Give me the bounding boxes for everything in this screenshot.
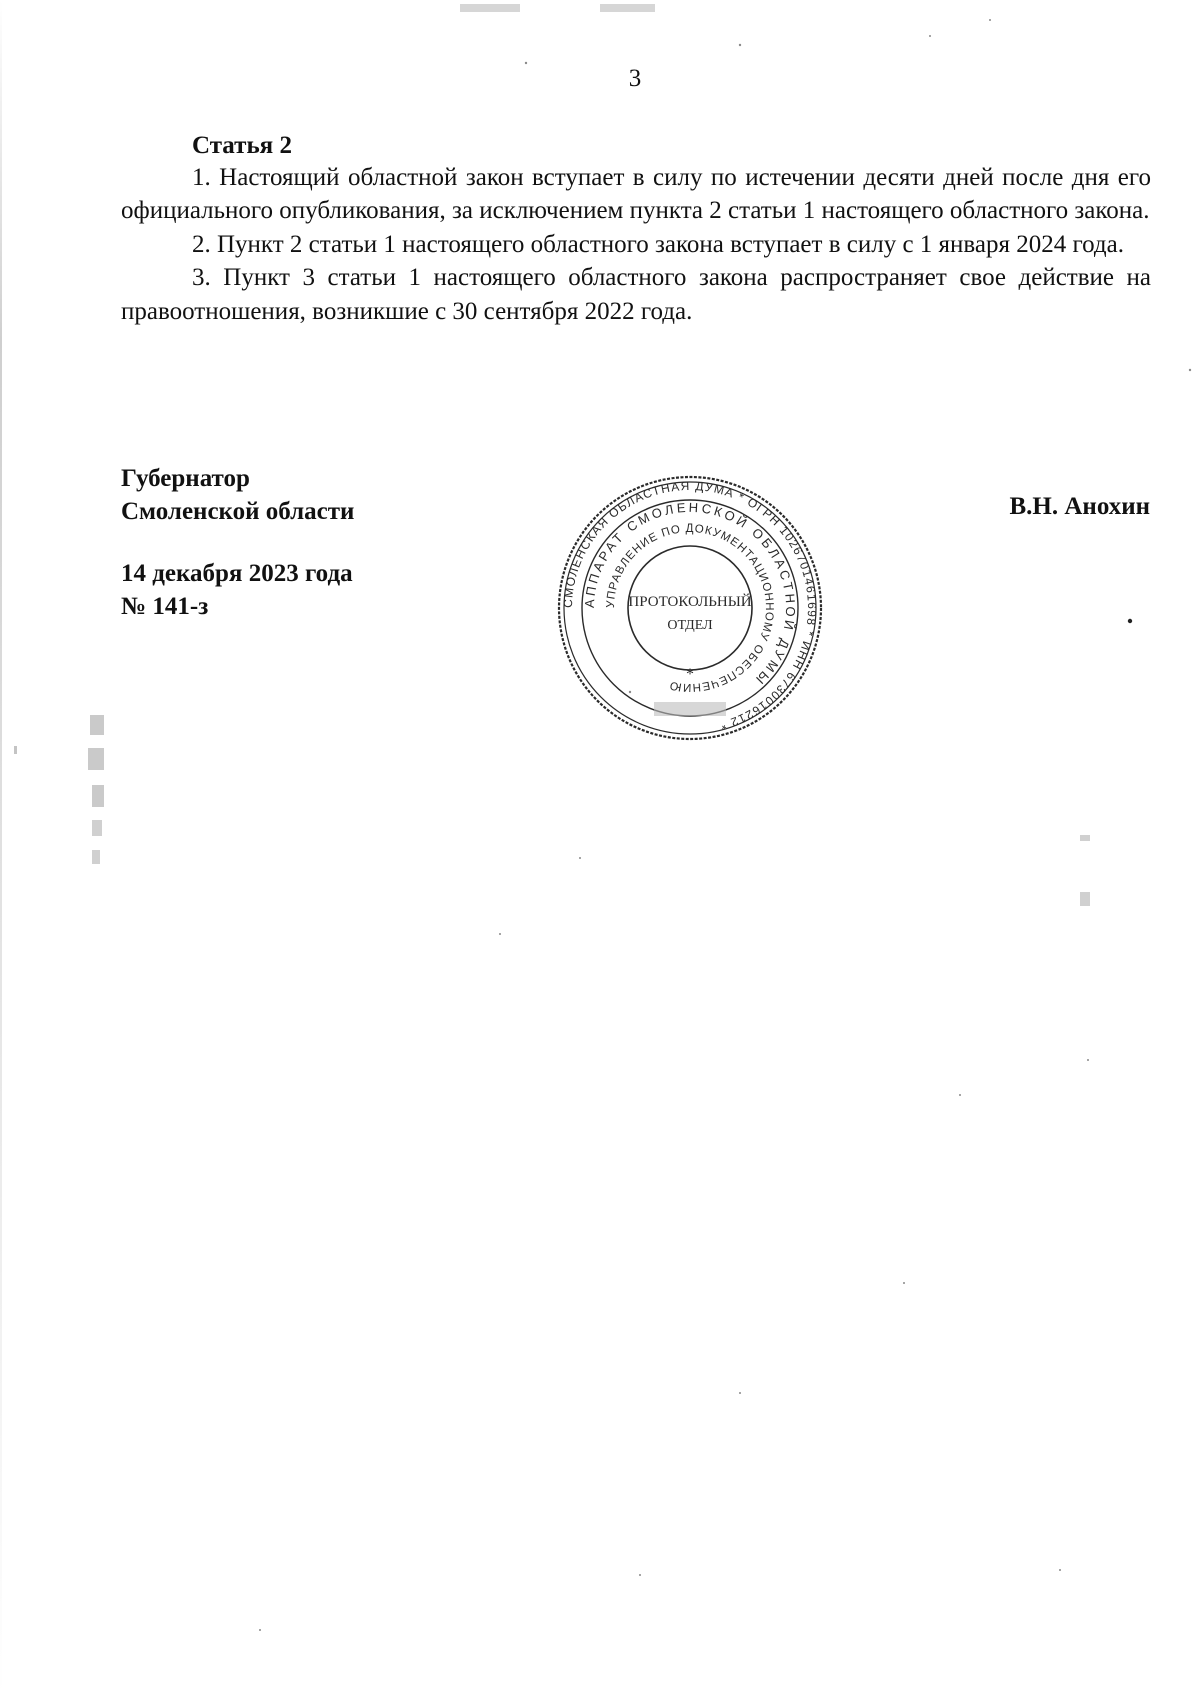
signer-position-line-2: Смоленской области (121, 498, 355, 525)
law-date-number (121, 557, 353, 623)
article-paragraph-1: 1. Настоящий областной закон вступает в силу по истечении десяти дней после дня его официального опубликования, за исключением пункта 2 статьи 1 настоящего областного закона. (121, 164, 1151, 225)
seal-star-icon: * (686, 666, 694, 683)
scan-edge (0, 0, 2, 1697)
law-date: 14 декабря 2023 года (121, 560, 353, 587)
article-paragraph-3: 3. Пункт 3 статьи 1 настоящего областного закона распространяет свое действие на правоотношения, возникшие с 30 сентября 2022 года. (121, 264, 1151, 325)
law-number: № 141-з (121, 593, 209, 620)
official-seal-stamp (556, 474, 824, 742)
seal-center-line-1: ПРОТОКОЛЬНЫЙ (628, 594, 752, 610)
signer-position (121, 462, 354, 528)
seal-center-line-2: ОТДЕЛ (667, 618, 713, 633)
article-paragraph-2: 2. Пункт 2 статьи 1 настоящего областного закона вступает в силу с 1 января 2024 года. (192, 230, 1124, 258)
seal-outer-text: СМОЛЕНСКАЯ ОБЛАСТНАЯ ДУМА * ОГРН 1026701461698 * ИНН 6730016212 * (560, 478, 820, 734)
seal-middle-text: АППАРАТ СМОЛЕНСКОЙ ОБЛАСТНОЙ ДУМЫ (581, 499, 799, 690)
article-body (121, 161, 1151, 328)
signer-position-line-1: Губернатор (121, 465, 250, 492)
seal-smudge (654, 702, 726, 716)
seal-inner-text: УПРАВЛЕНИЕ ПО ДОКУМЕНТАЦИОННОМУ ОБЕСПЕЧЕНИЮ (604, 522, 776, 694)
article-heading: Статья 2 (192, 132, 292, 159)
page-number: 3 (628, 65, 642, 92)
signer-name: В.Н. Анохин (1009, 493, 1150, 520)
